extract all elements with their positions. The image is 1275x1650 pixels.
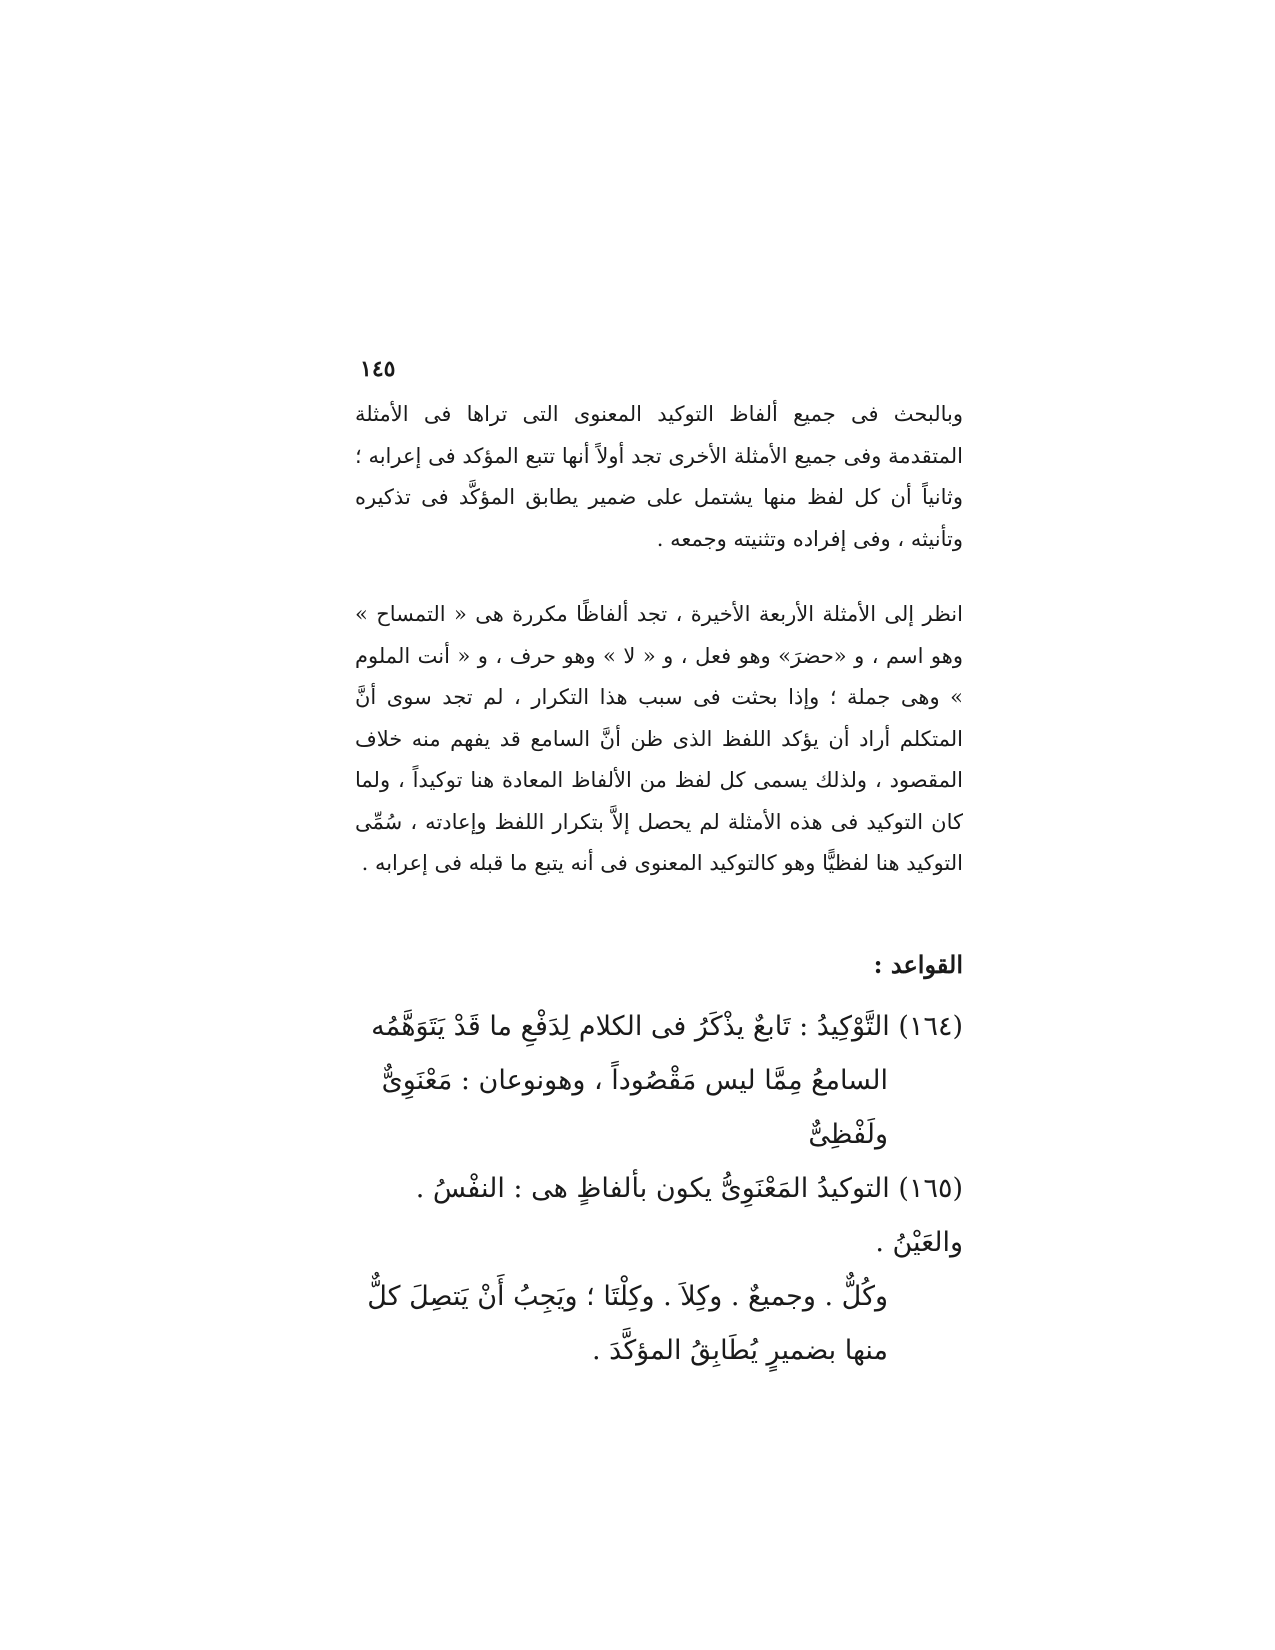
paragraph-1-text: وبالبحث فى جميع ألفاظ التوكيد المعنوى التى تراها فى الأمثلة المتقدمة وفى جميع الأمثلة الأخرى تجد أولاً أنها تتبع المؤكد فى إعرابه ؛ وثانياً أن كل لفظ منها يشتمل على ضمير يطابق المؤكَّد فى تذكيره وتأنيثه ، وفى إفراده وتثنيته وجمعه . [355, 402, 963, 551]
page-number: ١٤٥ [360, 356, 396, 382]
rules-list [343, 1000, 963, 1378]
paragraph-2 [355, 594, 963, 885]
paragraph-2-text: انظر إلى الأمثلة الأربعة الأخيرة ، تجد ألفاظًا مكررة هى « التمساح » وهو اسم ، و «حضرَ» وهو فعل ، و « لا » وهو حرف ، و « أنت الملوم » وهى جملة ؛ وإذا بحثت فى سبب هذا التكرار ، لم تجد سوى أنَّ المتكلم أراد أن يؤكد اللفظ الذى ظن أنَّ السامع قد يفهم منه خلاف المقصود ، ولذلك يسمى كل لفظ من الألفاظ المعادة هنا توكيداً ، ولما كان التوكيد فى هذه الأمثلة لم يحصل إلاَّ بتكرار اللفظ وإعادته ، سُمِّى التوكيد هنا لفظيًّا وهو كالتوكيد المعنوى فى أنه يتبع ما قبله فى إعرابه . [355, 602, 963, 875]
rule-text-continuation: السامعُ مِمَّا ليس مَقْصُوداً ، وهونوعان : مَعْنَوِىٌّ ولَفْظِىٌّ [381, 1065, 888, 1150]
rule-165 [343, 1162, 963, 1378]
rule-text-first-line: التَّوْكِيدُ : تَابعٌ يذْكَرُ فى الكلام لِدَفْعِ ما قَدْ يَتَوَهَّمُه [371, 1011, 890, 1042]
paragraph-1 [355, 394, 963, 560]
rule-text-first-line: التوكيدُ المَعْنَوِىُّ يكون بألفاظٍ هى : النفْسُ . والعَيْنُ . [415, 1173, 963, 1258]
rule-number: (١٦٤) [898, 1011, 963, 1042]
rules-heading: القواعد : [873, 950, 963, 979]
rule-number: (١٦٥) [898, 1173, 963, 1204]
rule-text-continuation: وكُلٌّ . وجميعٌ . وكِلاَ . وكِلْتَا ؛ ويَجِبُ أَنْ يَتصِلَ كلٌّ منها بضميرٍ يُطَابِقُ المؤكَّدَ . [367, 1281, 888, 1366]
rule-164 [343, 1000, 963, 1162]
